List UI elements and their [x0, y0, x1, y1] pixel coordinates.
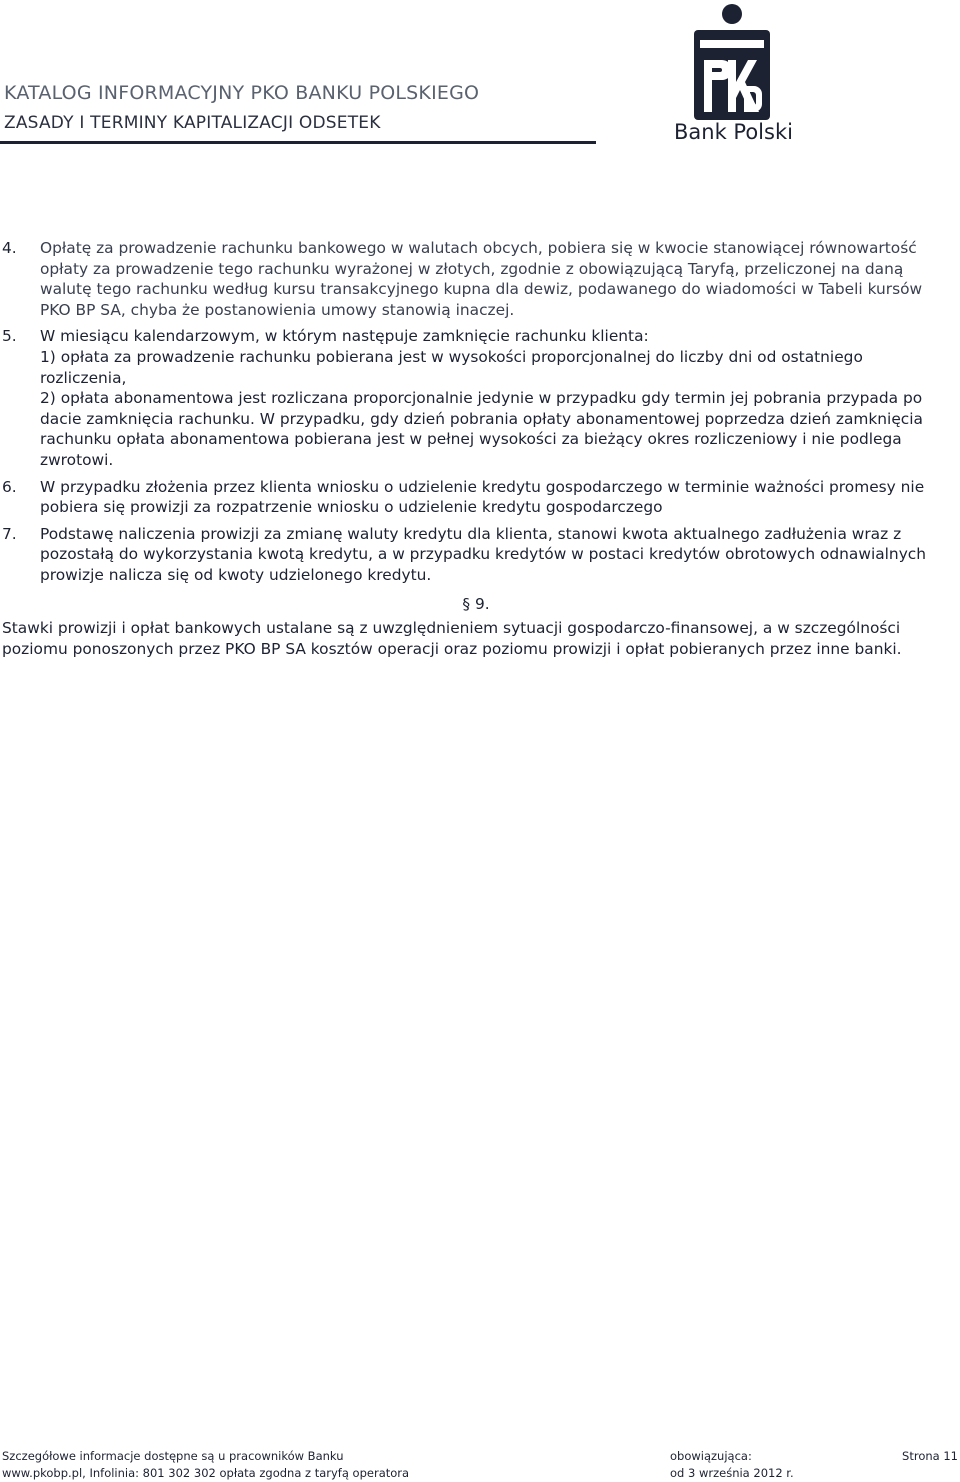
item-number: 6.: [2, 477, 17, 496]
section-heading: § 9.: [462, 594, 490, 613]
item-number: 7.: [2, 524, 17, 543]
footer-contact: www.pkobp.pl, Infolinia: 801 302 302 opłata zgodna z taryfą operatora: [2, 1466, 410, 1480]
item-text: Podstawę naliczenia prowizji za zmianę waluty kredytu dla klienta, stanowi kwota aktualnego zadłużenia wraz z pozostałą do wykorzystania kwotą kredytu, a w przypadku kredytów w postaci kredytów obrotowych odnawialnych prowizje nalicza się od kwoty udzielonego kredytu.: [40, 524, 927, 584]
footer-valid-label: obowiązująca:: [670, 1449, 752, 1463]
list-item-5: [2, 326, 950, 470]
list-item-7: [2, 524, 950, 586]
bank-name: Bank Polski: [674, 120, 793, 144]
item-text-line: 2) opłata abonamentowa jest rozliczana proporcjonalnie jedynie w przypadku gdy termin jej pobrania przypada po dacie zamknięcia rachunku. W przypadku, gdy dzień pobrania opłaty abonamentowej poprzedza dzień zamknięcia rachunku opłata abonamentowa pobierana jest w pełnej wysokości za bieżący okres rozliczeniowy i nie podlega zwrotowi.: [40, 389, 923, 469]
item-text: Opłatę za prowadzenie rachunku bankowego w walutach obcych, pobiera się w kwocie stanowiącej równowartość opłaty za prowadzenie tego rachunku wyrażonej w złotych, zgodnie z obowiązującą Taryfą, przeliczonej na daną walutę tego rachunku według kursu transakcyjnego kupna dla dewiz, podawanego do wiadomości w Tabeli kursów PKO BP SA, chyba że postanowienia umowy stanowią inaczej.: [40, 239, 923, 319]
catalog-title: KATALOG INFORMACYJNY PKO BANKU POLSKIEGO: [4, 82, 480, 104]
item-number: 5.: [2, 327, 17, 346]
catalog-subtitle: ZASADY I TERMINY KAPITALIZACJI ODSETEK: [4, 113, 381, 133]
item-text: W przypadku złożenia przez klienta wniosku o udzielenie kredytu gospodarczego w terminie ważności promesy nie pobiera się prowizji za rozpatrzenie wniosku o udzielenie kredytu gospodarczego: [40, 477, 925, 517]
list-item-6: [2, 477, 950, 518]
section-text: Stawki prowizji i opłat bankowych ustalane są z uwzględnieniem sytuacji gospodarczo-finansowej, a w szczególności poziomu ponoszonych przez PKO BP SA kosztów operacji oraz poziomu prowizji i opłat pobieranych przez inne banki.: [2, 619, 902, 658]
item-text-line: 1) opłata za prowadzenie rachunku pobierana jest w wysokości proporcjonalnej do liczby dni od ostatniego rozliczenia,: [40, 347, 863, 387]
item-text-line: W miesiącu kalendarzowym, w którym następuje zamknięcie rachunku klienta:: [40, 327, 649, 346]
item-number: 4.: [2, 239, 17, 257]
footer-valid-date: od 3 września 2012 r.: [670, 1466, 794, 1480]
page-number: Strona 11: [902, 1449, 958, 1463]
list-item-4: [2, 238, 950, 320]
header-divider: [0, 141, 596, 144]
page-footer: [2, 1448, 960, 1482]
pko-logo-icon: [694, 2, 770, 120]
footer-info: Szczegółowe informacje dostępne są u pracowników Banku: [2, 1449, 344, 1463]
document-body: [2, 238, 950, 659]
